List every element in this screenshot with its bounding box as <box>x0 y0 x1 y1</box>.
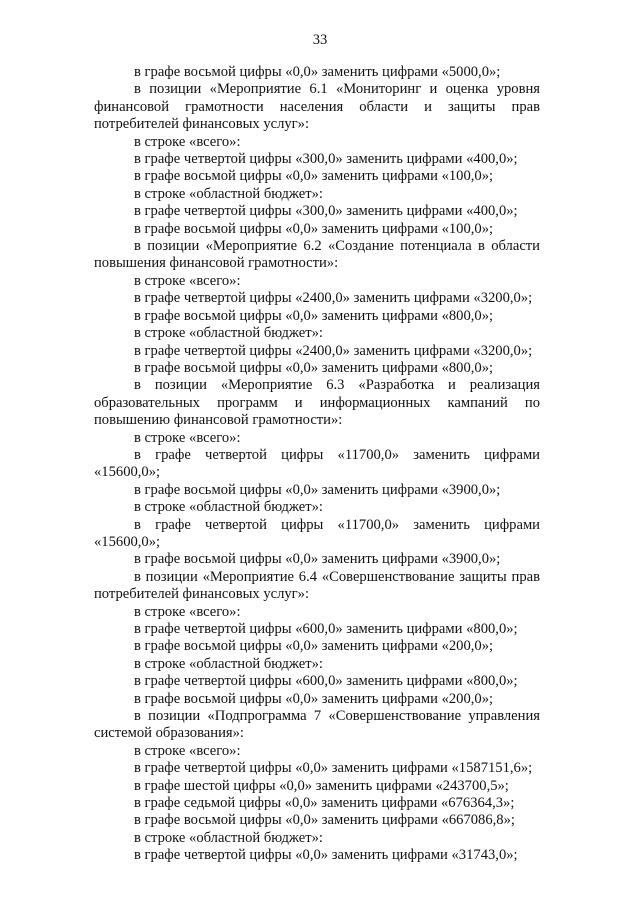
paragraph: в графе восьмой цифры «0,0» заменить цифрами «200,0»; <box>134 690 494 707</box>
paragraph: в позиции «Мероприятие 6.3 «Разработка и реализация образовательных программ и информационных кампаний по повышению финансовой грамотности»: <box>94 377 540 429</box>
paragraph: в позиции «Мероприятие 6.4 «Совершенствование защиты прав потребителей финансовых услуг»: <box>94 568 540 603</box>
paragraph: в графе восьмой цифры «0,0» заменить цифрами «3900,0»; <box>134 551 501 568</box>
paragraph: в графе восьмой цифры «0,0» заменить цифрами «667086,8»; <box>134 812 515 829</box>
paragraph: в графе восьмой цифры «0,0» заменить цифрами «800,0»; <box>134 359 494 376</box>
paragraph: в графе четвертой цифры «600,0» заменить цифрами «800,0»; <box>134 621 518 637</box>
paragraph: в позиции «Мероприятие 6.1 «Мониторинг и оценка уровня финансовой грамотности населения области и защиты прав потребителей финансовых услуг»: <box>94 81 540 133</box>
paragraph: в графе седьмой цифры «0,0» заменить цифрами «676364,3»; <box>134 795 515 812</box>
paragraph: в графе восьмой цифры «0,0» заменить цифрами «100,0»; <box>134 168 494 185</box>
paragraph: в графе четвертой цифры «0,0» заменить цифрами «1587151,6»; <box>134 760 533 777</box>
paragraph: в графе восьмой цифры «0,0» заменить цифрами «5000,0»; <box>134 64 501 80</box>
paragraph: в строке «областной бюджет»: <box>134 185 323 202</box>
paragraph: в графе четвертой цифры «300,0» заменить цифрами «400,0»; <box>134 151 518 168</box>
paragraph: в графе четвертой цифры «300,0» заменить цифрами «400,0»; <box>134 203 518 220</box>
paragraph: в строке «областной бюджет»: <box>134 499 323 516</box>
paragraph: в графе восьмой цифры «0,0» заменить цифрами «800,0»; <box>134 307 494 324</box>
paragraph: в графе четвертой цифры «2400,0» заменить цифрами «3200,0»; <box>134 290 533 307</box>
paragraph: в графе четвертой цифры «0,0» заменить цифрами «31743,0»; <box>134 847 518 864</box>
paragraph: в графе четвертой цифры «2400,0» заменить цифрами «3200,0»; <box>134 342 533 359</box>
paragraph: в позиции «Подпрограмма 7 «Совершенствование управления системой образования»: <box>94 708 540 742</box>
paragraph: в строке «областной бюджет»: <box>134 325 323 342</box>
paragraph: в строке «всего»: <box>134 272 241 289</box>
page-number: 33 <box>312 32 328 48</box>
paragraph: в строке «всего»: <box>134 742 241 759</box>
paragraph: в графе четвертой цифры «600,0» заменить цифрами «800,0»; <box>134 673 518 690</box>
paragraph: в графе шестой цифры «0,0» заменить цифрами «243700,5»; <box>134 777 509 794</box>
paragraph: в строке «всего»: <box>134 133 241 150</box>
paragraph: в строке «всего»: <box>134 603 241 620</box>
paragraph: в графе восьмой цифры «0,0» заменить цифрами «100,0»; <box>134 220 494 237</box>
paragraph: в строке «всего»: <box>134 429 241 446</box>
paragraph: в строке «областной бюджет»: <box>134 829 323 846</box>
paragraph: в позиции «Мероприятие 6.2 «Создание потенциала в области повышения финансовой грамотности»: <box>94 238 540 272</box>
paragraph: в графе восьмой цифры «0,0» заменить цифрами «3900,0»; <box>134 481 501 498</box>
document-body <box>94 64 540 865</box>
paragraph: в графе четвертой цифры «11700,0» заменить цифрами «15600,0»; <box>94 446 540 481</box>
paragraph: в строке «областной бюджет»: <box>134 655 323 672</box>
paragraph: в графе восьмой цифры «0,0» заменить цифрами «200,0»; <box>134 638 494 655</box>
paragraph: в графе четвертой цифры «11700,0» заменить цифрами «15600,0»; <box>94 516 540 550</box>
